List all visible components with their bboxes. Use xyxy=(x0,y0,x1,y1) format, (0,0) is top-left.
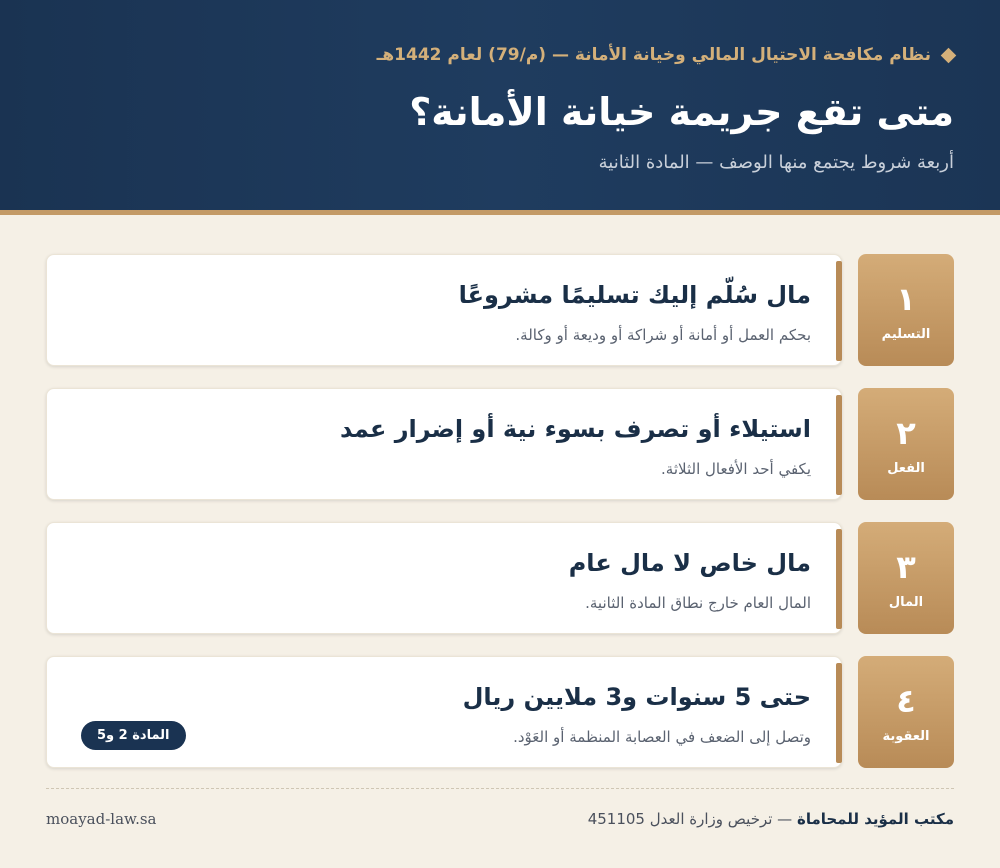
header-banner xyxy=(0,0,1000,210)
condition-number: ٣ xyxy=(896,547,916,586)
condition-number-badge xyxy=(858,254,954,366)
office-info xyxy=(588,810,954,828)
license-info: — ترخيص وزارة العدل 451105 xyxy=(587,810,797,828)
condition-row xyxy=(46,522,954,634)
diamond-icon xyxy=(941,47,957,63)
condition-row xyxy=(46,656,954,768)
condition-label: الفعل xyxy=(887,460,925,476)
condition-number: ٤ xyxy=(896,681,916,720)
condition-card xyxy=(46,254,842,366)
condition-row xyxy=(46,388,954,500)
condition-label: التسليم xyxy=(881,326,931,342)
conditions-list xyxy=(46,254,954,790)
condition-title: مال سُلّم إليك تسليمًا مشروعًا xyxy=(458,281,811,309)
header-divider xyxy=(0,210,1000,215)
condition-description: بحكم العمل أو أمانة أو شراكة أو وديعة أو وكالة. xyxy=(515,326,811,344)
footer xyxy=(46,804,954,834)
website-link[interactable]: moayad-law.sa xyxy=(46,810,157,828)
condition-title: استيلاء أو تصرف بسوء نية أو إضرار عمد xyxy=(339,415,811,443)
article-reference-badge: المادة 2 و5 xyxy=(81,721,186,750)
office-name: مكتب المؤيد للمحاماة xyxy=(796,810,954,828)
condition-number-badge xyxy=(858,522,954,634)
condition-card xyxy=(46,522,842,634)
condition-number: ١ xyxy=(896,279,916,318)
condition-description: يكفي أحد الأفعال الثلاثة. xyxy=(661,460,811,478)
condition-number-badge xyxy=(858,388,954,500)
condition-title: حتى 5 سنوات و3 ملايين ريال xyxy=(462,683,811,711)
condition-number: ٢ xyxy=(896,413,916,452)
page-subtitle: أربعة شروط يجتمع منها الوصف — المادة الثانية xyxy=(598,152,954,173)
condition-label: العقوبة xyxy=(882,728,930,744)
condition-description: وتصل إلى الضعف في العصابة المنظمة أو العَوْد. xyxy=(513,728,811,746)
footer-divider xyxy=(46,788,954,789)
page-title: متى تقع جريمة خيانة الأمانة؟ xyxy=(409,90,954,134)
law-reference xyxy=(46,40,954,70)
condition-description: المال العام خارج نطاق المادة الثانية. xyxy=(585,594,811,612)
condition-card xyxy=(46,388,842,500)
condition-number-badge xyxy=(858,656,954,768)
condition-title: مال خاص لا مال عام xyxy=(568,549,811,577)
law-reference-text: نظام مكافحة الاحتيال المالي وخيانة الأمانة — (م/79) لعام 1442هـ xyxy=(376,45,931,65)
condition-card xyxy=(46,656,842,768)
condition-row xyxy=(46,254,954,366)
condition-label: المال xyxy=(888,594,924,610)
